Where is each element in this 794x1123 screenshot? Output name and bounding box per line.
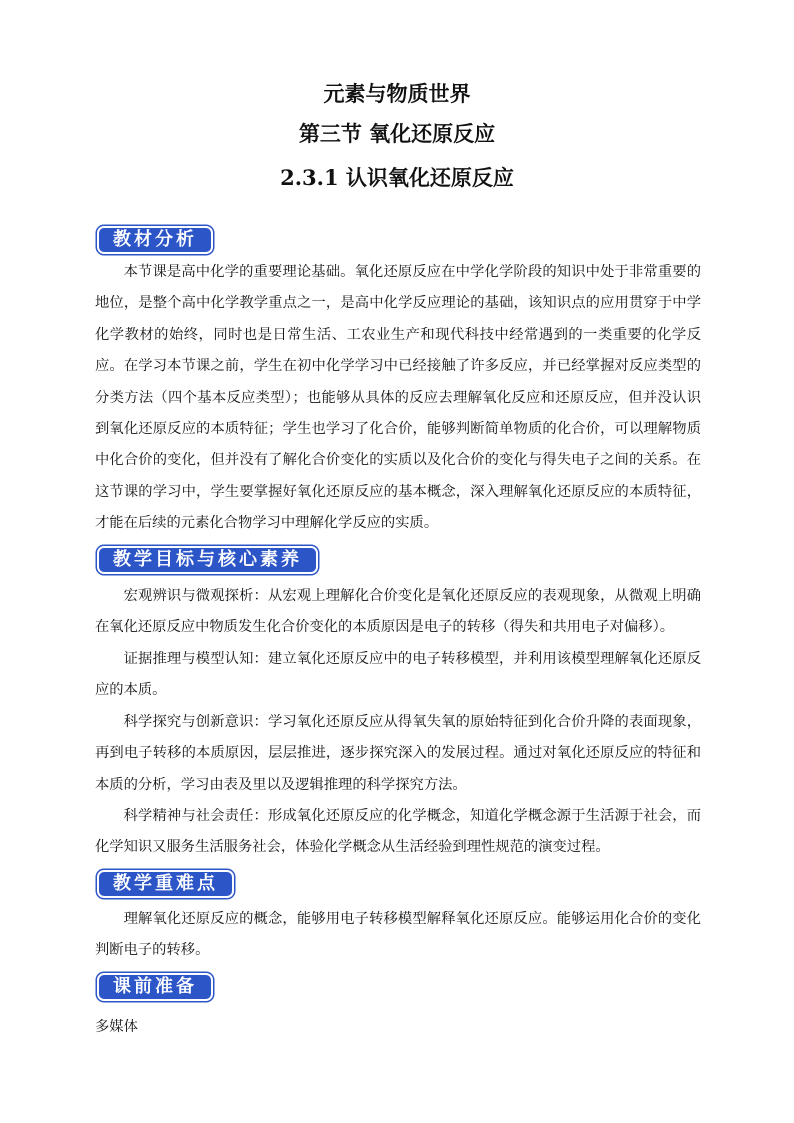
goal-paragraph-1: 宏观辨识与微观探析：从宏观上理解化合价变化是氧化还原反应的表观现象，从微观上明确在氧化还原反应中物质发生化合价变化的本质原因是电子的转移（得失和共用电子对偏移）。 (95, 588, 701, 636)
analysis-heading-badge: 教材分析 (97, 226, 213, 254)
keypoints-heading-badge: 教学重难点 (97, 870, 234, 898)
unit-title: 元素与物质世界 (323, 81, 471, 106)
goal-paragraph-2: 证据推理与模型认知：建立氧化还原反应中的电子转移模型，并利用该模型理解氧化还原反应的本质。 (95, 651, 701, 699)
analysis-paragraph: 本节课是高中化学的重要理论基础。氧化还原反应在中学化学阶段的知识中处于非常重要的地位，是整个高中化学教学重点之一，是高中化学反应理论的基础，该知识点的应用贯穿于中学化学教材的始终，同时也是日常生活、工农业生产和现代科技中经常遇到的一类重要的化学反应。在学习本节课之前，学生在初中化学学习中已经接触了许多反应，并已经掌握对反应类型的分类方法（四个基本反应类型）；也能够从具体的反应去理解氧化反应和还原反应，但并没认识到氧化还原反应的本质特征；学生也学习了化合价，能够判断简单物质的化合价，可以理解物质中化合价的变化，但并没有了解化合价变化的实质以及化合价的变化与得失电子之间的关系。在这节课的学习中，学生要掌握好氧化还原反应的基本概念，深入理解氧化还原反应的本质特征，才能在后续的元素化合物学习中理解化学反应的实质。 (95, 264, 701, 532)
preparation-paragraph: 多媒体 (95, 1019, 138, 1035)
goal-paragraph-4: 科学精神与社会责任：形成氧化还原反应的化学概念，知道化学概念源于生活源于社会，而化学知识又服务生活服务社会，体验化学概念从生活经验到理性规范的演变过程。 (95, 808, 701, 856)
preparation-heading-badge: 课前准备 (97, 973, 213, 1001)
section-title: 第三节 氧化还原反应 (298, 121, 496, 146)
keypoints-paragraph: 理解氧化还原反应的概念，能够用电子转移模型解释氧化还原反应。能够运用化合价的变化判断电子的转移。 (95, 911, 701, 959)
goals-heading-badge: 教学目标与核心素养 (97, 546, 318, 574)
lesson-title: 2.3.1 认识氧化还原反应 (280, 165, 514, 190)
goal-paragraph-3: 科学探究与创新意识：学习氧化还原反应从得氧失氧的原始特征到化合价升降的表面现象，再到电子转移的本质原因，层层推进，逐步探究深入的发展过程。通过对氧化还原反应的特征和本质的分析，学习由表及里以及逻辑推理的科学探究方法。 (95, 714, 701, 793)
